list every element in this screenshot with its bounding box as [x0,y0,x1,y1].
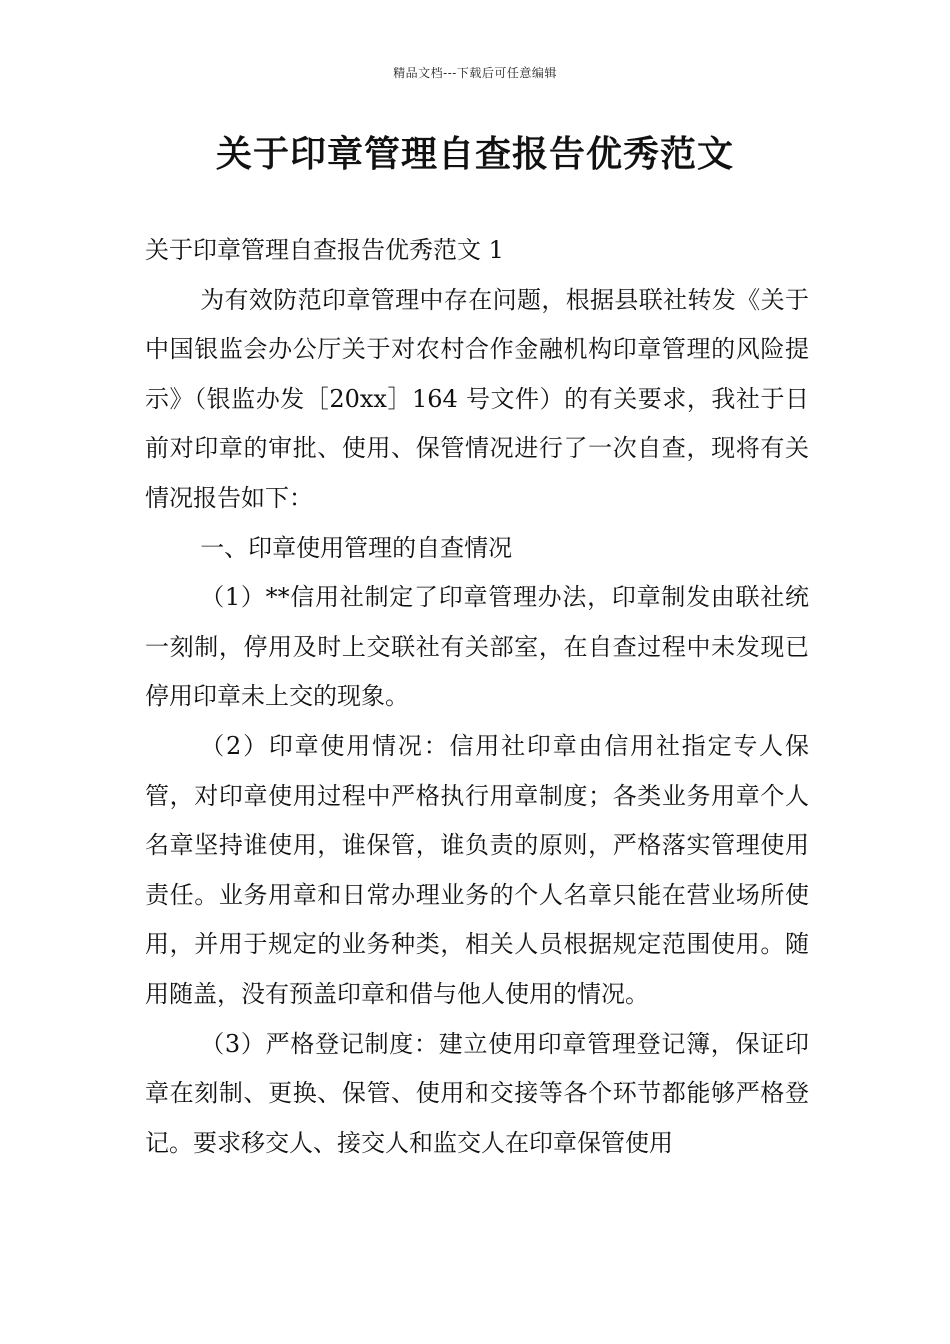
paragraph-heading-one: 一、印章使用管理的自查情况 [200,533,513,562]
paragraph-intro: 为有效防范印章管理中存在问题，根据县联社转发《关于中国银监会办公厅关于对农村合作金融机构印章管理的风险提示》（银监办发［20xx］164 号文件）的有关要求，我社于日前对印章的审批、使用、保管情况进行了一次自查，现将有关情况报告如下： [145,285,809,512]
document-body [145,226,809,1168]
paragraph-item-2: （2）印章使用情况：信用社印章由信用社指定专人保管，对印章使用过程中严格执行用章制度；各类业务用章个人名章坚持谁使用，谁保管，谁负责的原则，严格落实管理使用责任。业务用章和日常办理业务的个人名章只能在营业场所使用，并用于规定的业务种类，相关人员根据规定范围使用。随用随盖，没有预盖印章和借与他人使用的情况。 [145,731,809,1008]
section-heading: 关于印章管理自查报告优秀范文 1 [145,236,504,264]
header-note: 精品文档---下载后可任意编辑 [393,66,557,80]
paragraph-item-3: （3）严格登记制度：建立使用印章管理登记簿，保证印章在刻制、更换、保管、使用和交接等各个环节都能够严格登记。要求移交人、接交人和监交人在印章保管使用 [145,1029,809,1157]
document-title: 关于印章管理自查报告优秀范文 [215,134,734,175]
paragraph-item-1: （1）**信用社制定了印章管理办法，印章制发由联社统一刻制，停用及时上交联社有关部室，在自查过程中未发现已停用印章未上交的现象。 [145,583,809,711]
